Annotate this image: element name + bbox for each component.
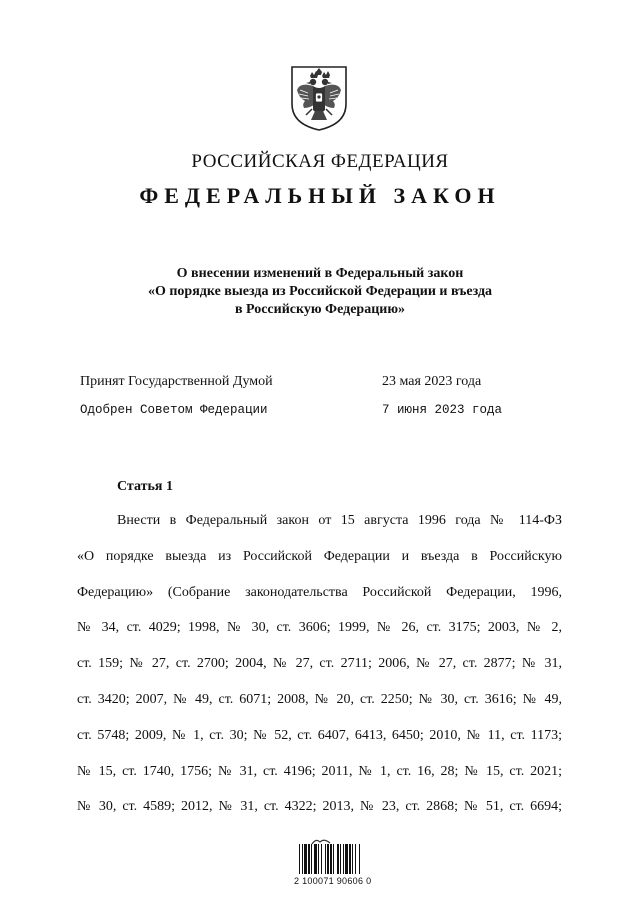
article-line: № 30, ст. 4589; 2012, № 31, ст. 4322; 2013, № 23, ст. 2868; № 51, ст. 6694;	[77, 799, 562, 815]
council-approval-label: Одобрен Советом Федерации	[80, 403, 268, 417]
article-line: № 15, ст. 1740, 1756; № 31, ст. 4196; 2011, № 1, ст. 16, 28; № 15, ст. 2021;	[77, 763, 562, 779]
law-title-line: «О порядке выезда из Российской Федерации и въезда	[147, 284, 493, 299]
small-mark-icon	[311, 832, 331, 840]
article-line: ст. 5748; 2009, № 1, ст. 30; № 52, ст. 6407, 6413, 6450; 2010, № 11, ст. 1173;	[77, 727, 562, 743]
law-title-line: О внесении изменений в Федеральный закон	[176, 266, 464, 281]
article-line: ст. 3420; 2007, № 49, ст. 6071; 2008, № 20, ст. 2250; № 30, ст. 3616; № 49,	[77, 691, 562, 707]
article-line: Внести в Федеральный закон от 15 августа 1996 года № 114-ФЗ	[117, 513, 562, 528]
law-title	[0, 265, 640, 319]
duma-adoption-date: 23 мая 2023 года	[382, 374, 482, 389]
article-line: Федерацию» (Собрание законодательства Российской Федерации, 1996,	[77, 584, 562, 600]
article-heading: Статья 1	[117, 479, 173, 494]
russian-coat-of-arms-icon	[288, 64, 350, 132]
law-title-line: в Российскую Федерацию»	[234, 302, 406, 317]
council-approval-date: 7 июня 2023 года	[382, 403, 503, 417]
barcode-icon	[298, 844, 392, 874]
country-name: РОССИЙСКАЯ ФЕДЕРАЦИЯ	[191, 151, 449, 172]
document-type: ФЕДЕРАЛЬНЫЙ ЗАКОН	[139, 183, 501, 208]
article-line: ст. 159; № 27, ст. 2700; 2004, № 27, ст. 2711; 2006, № 27, ст. 2877; № 31,	[77, 656, 562, 672]
article-line: № 34, ст. 4029; 1998, № 30, ст. 3606; 1999, № 26, ст. 3175; 2003, № 2,	[77, 620, 562, 636]
article-body	[77, 510, 562, 832]
barcode-number: 2 100071 90606 0	[294, 876, 372, 886]
duma-adoption-label: Принят Государственной Думой	[80, 374, 273, 389]
article-line: «О порядке выезда из Российской Федерации и въезда в Российскую	[77, 548, 562, 564]
